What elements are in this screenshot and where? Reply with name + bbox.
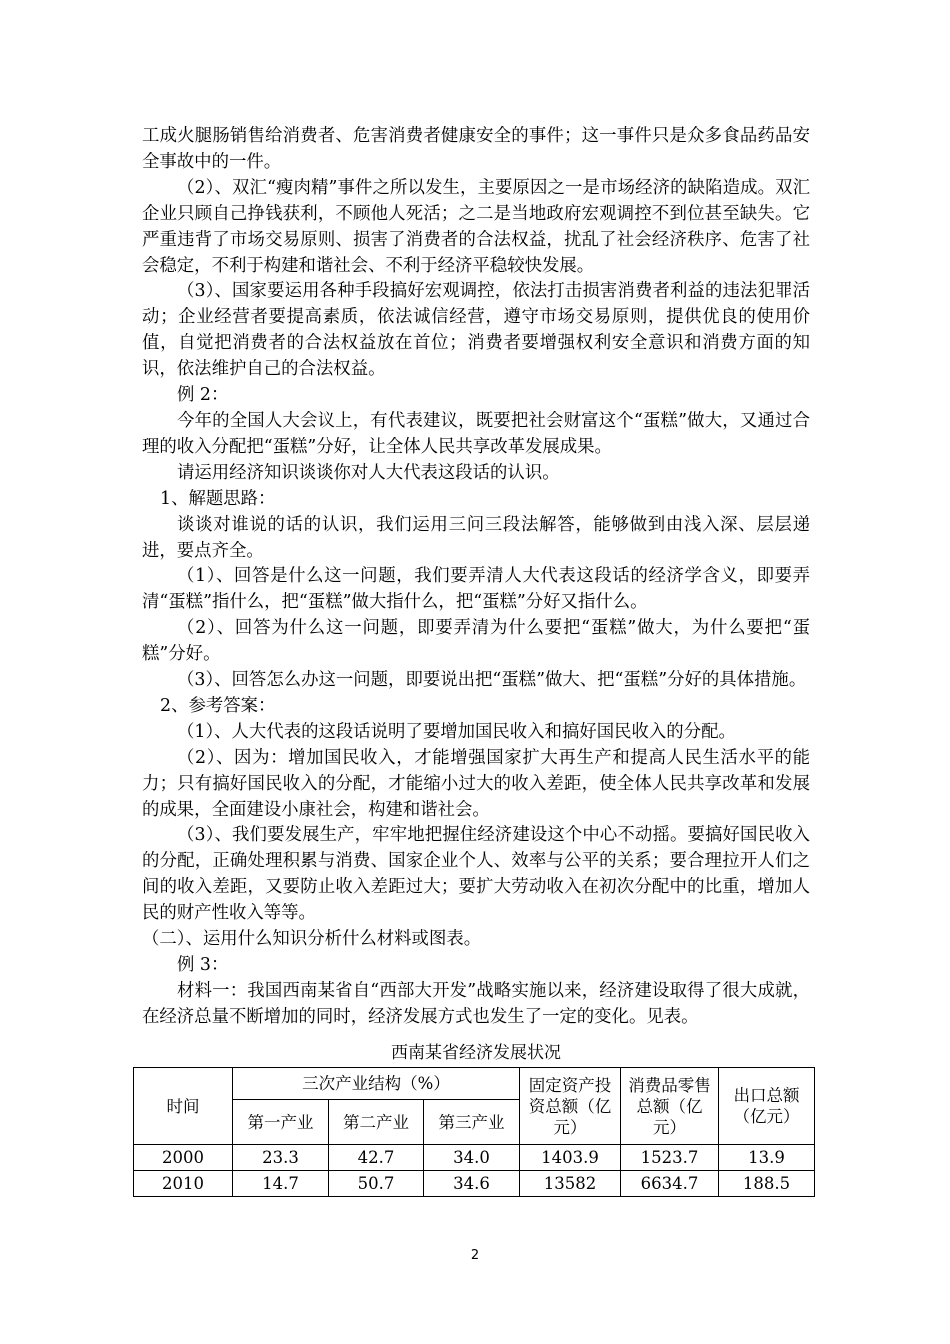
example-heading: 例 3： [177, 955, 229, 975]
cell-retail: 1523.7 [621, 1145, 719, 1171]
example-heading: 例 2： [177, 385, 229, 406]
cell-export: 188.5 [719, 1171, 815, 1197]
body-text [142, 124, 810, 1031]
page-number: 2 [470, 1248, 480, 1263]
paragraph: （3）、国家要运用各种手段搞好宏观调控，依法打击损害消费者利益的违法犯罪活动；企业经营者要提高素质，依法诚信经营，遵守市场交易原则，提供优良的使用价值，自觉把消费者的合法权益放在首位；消费者要增强权利安全意识和消费方面的知识，依法维护自己的合法权益。 [142, 281, 810, 380]
cell-retail: 6634.7 [621, 1171, 719, 1197]
paragraph: （1）、人大代表的这段话说明了要增加国民收入和搞好国民收入的分配。 [177, 721, 736, 742]
paragraph: （2）、回答为什么这一问题，即要弄清为什么要把“蛋糕”做大，为什么要把“蛋糕”分好。 [142, 618, 810, 665]
header-primary-industry: 第一产业 [233, 1100, 329, 1145]
cell-year: 2010 [134, 1171, 233, 1197]
header-time: 时间 [134, 1068, 233, 1145]
cell-primary: 14.7 [233, 1171, 329, 1197]
cell-secondary: 42.7 [329, 1145, 424, 1171]
section-heading: （二）、运用什么知识分析什么材料或图表。 [142, 929, 482, 950]
paragraph: （1）、回答是什么这一问题，我们要弄清人大代表这段话的经济学含义，即要弄清“蛋糕”指什么，把“蛋糕”做大指什么，把“蛋糕”分好又指什么。 [142, 566, 810, 613]
table-header-row [134, 1068, 815, 1100]
paragraph: 材料一：我国西南某省自“西部大开发”战略实施以来，经济建设取得了很大成就，在经济总量不断增加的同时，经济发展方式也发生了一定的变化。见表。 [142, 980, 810, 1027]
cell-export: 13.9 [719, 1145, 815, 1171]
paragraph: （3）、回答怎么办这一问题，即要说出把“蛋糕”做大、把“蛋糕”分好的具体措施。 [177, 670, 807, 691]
header-industry-structure: 三次产业结构（%） [233, 1068, 520, 1100]
paragraph: （2）、因为：增加国民收入，才能增强国家扩大再生产和提高人民生活水平的能力；只有搞好国民收入的分配，才能缩小过大的收入差距，使全体人民共享改革和发展的成果，全面建设小康社会，构建和谐社会。 [142, 747, 810, 820]
cell-investment: 13582 [520, 1171, 621, 1197]
cell-primary: 23.3 [233, 1145, 329, 1171]
header-secondary-industry: 第二产业 [329, 1100, 424, 1145]
header-export: 出口总额（亿元） [719, 1068, 815, 1145]
section-heading: 1、解题思路： [160, 488, 276, 509]
table-row [134, 1145, 815, 1171]
paragraph: （2）、双汇“瘦肉精”事件之所以发生，主要原因之一是市场经济的缺陷造成。双汇企业只顾自己挣钱获利，不顾他人死活；之二是当地政府宏观调控不到位甚至缺失。它严重违背了市场交易原则、损害了消费者的合法权益，扰乱了社会经济秩序、危害了社会稳定，不利于构建和谐社会、不利于经济平稳较快发展。 [142, 177, 810, 276]
paragraph: 工成火腿肠销售给消费者、危害消费者健康安全的事件；这一事件只是众多食品药品安全事故中的一件。 [142, 126, 810, 172]
header-investment: 固定资产投资总额（亿元） [520, 1068, 621, 1145]
paragraph: 谈谈对谁说的话的认识，我们运用三问三段法解答，能够做到由浅入深、层层递进，要点齐全。 [142, 514, 810, 561]
economic-data-table [133, 1067, 815, 1197]
cell-secondary: 50.7 [329, 1171, 424, 1197]
cell-tertiary: 34.6 [424, 1171, 520, 1197]
cell-investment: 1403.9 [520, 1145, 621, 1171]
table-row [134, 1171, 815, 1197]
question: 请运用经济知识谈谈你对人大代表这段话的认识。 [177, 462, 560, 483]
header-retail: 消费品零售总额（亿元） [621, 1068, 719, 1145]
paragraph: 今年的全国人大会议上，有代表建议，既要把社会财富这个“蛋糕”做大，又通过合理的收入分配把“蛋糕”分好，让全体人民共享改革发展成果。 [142, 410, 810, 457]
cell-tertiary: 34.0 [424, 1145, 520, 1171]
table-title: 西南某省经济发展状况 [391, 1043, 561, 1063]
header-tertiary-industry: 第三产业 [424, 1100, 520, 1145]
cell-year: 2000 [134, 1145, 233, 1171]
paragraph: （3）、我们要发展生产，牢牢地把握住经济建设这个中心不动摇。要搞好国民收入的分配，正确处理积累与消费、国家企业个人、效率与公平的关系；要合理拉开人们之间的收入差距，又要防止收入差距过大；要扩大劳动收入在初次分配中的比重，增加人民的财产性收入等等。 [142, 825, 810, 924]
section-heading: 2、参考答案： [160, 695, 276, 716]
